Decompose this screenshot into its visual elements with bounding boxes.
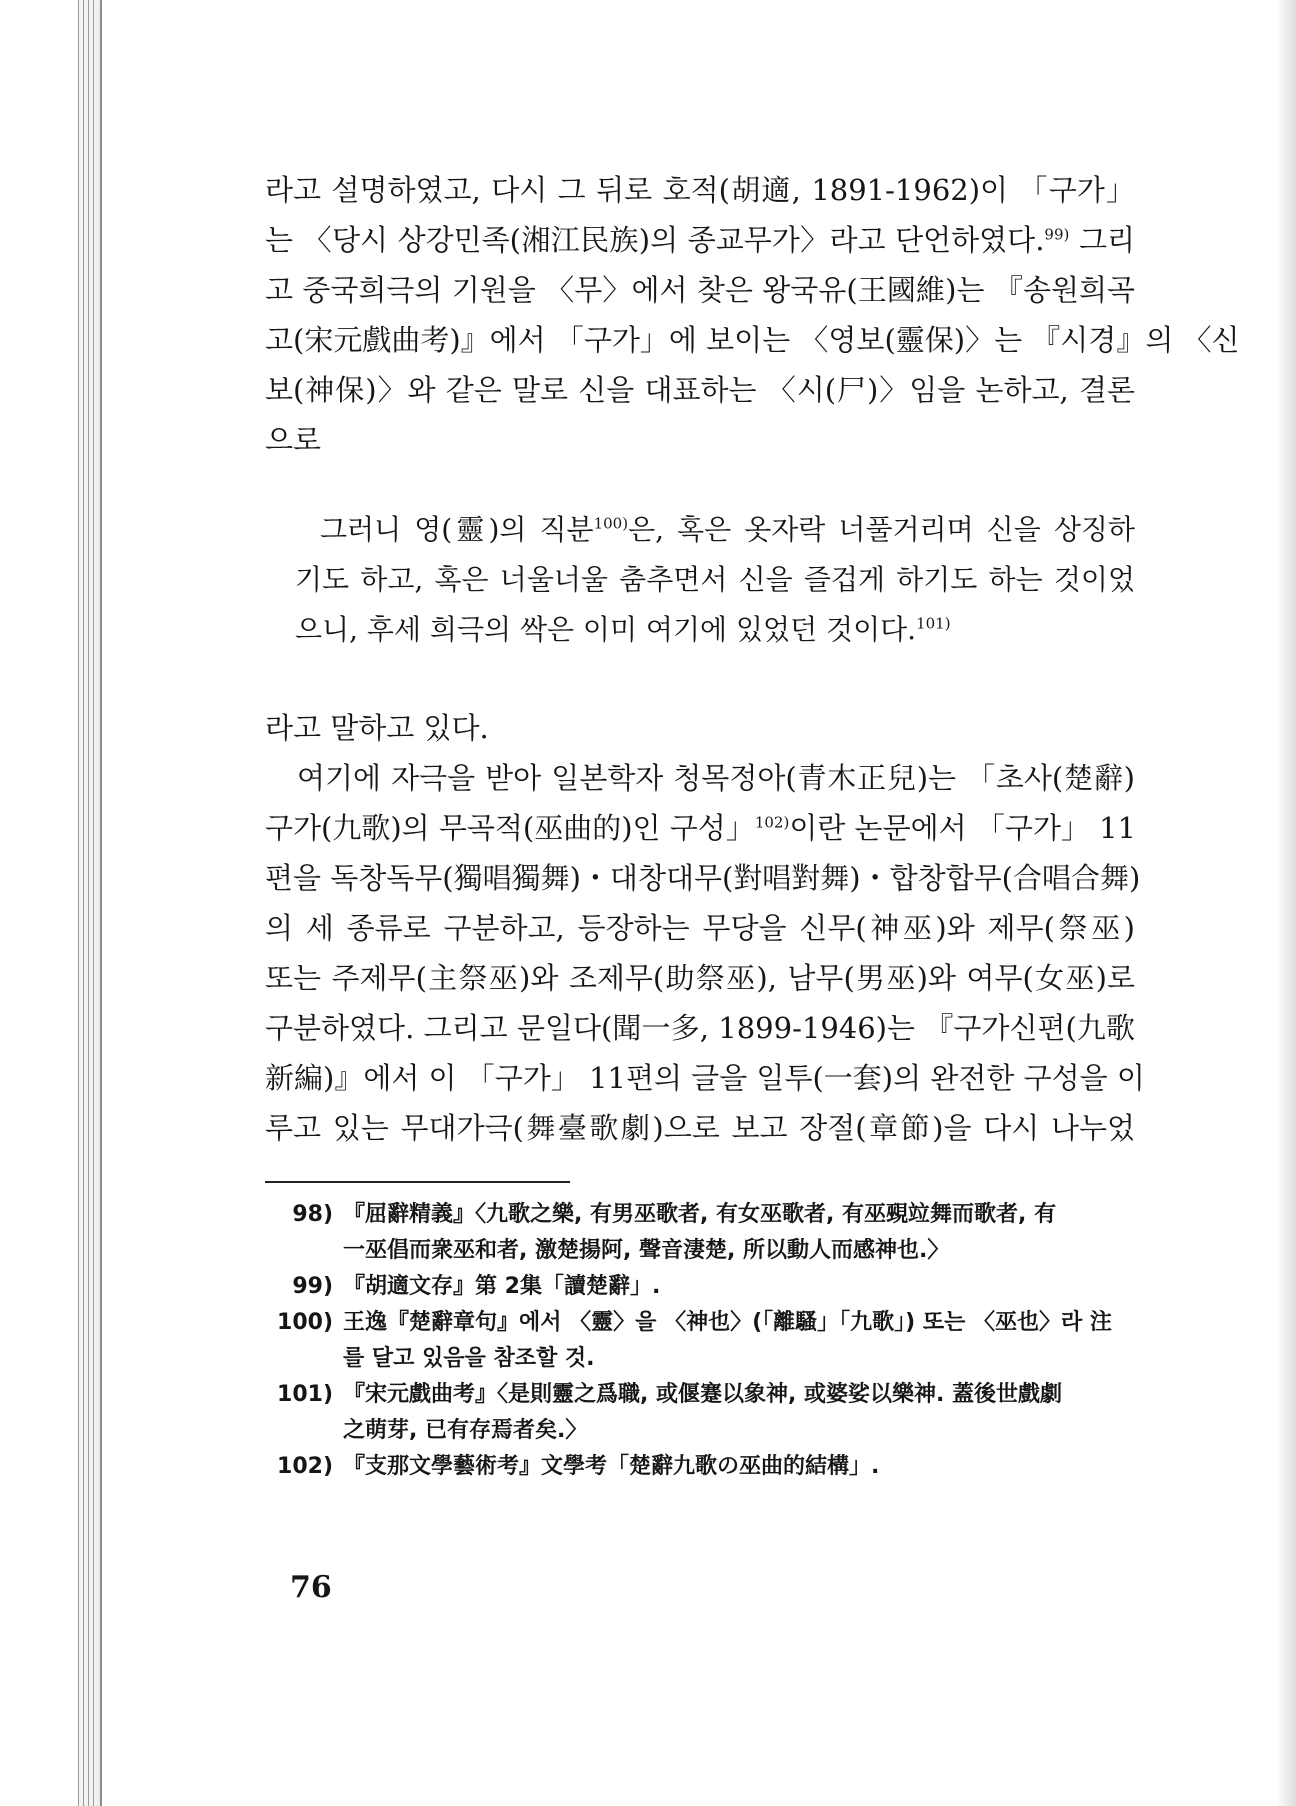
- footnote-number: 102): [277, 1454, 333, 1479]
- footnote-ref-101: 101): [916, 614, 951, 633]
- text-span: 이란 논문에서 「구가」 11: [789, 811, 1136, 845]
- spacer: [265, 655, 1135, 703]
- quote-line: [295, 505, 1135, 555]
- footnote-ref-102: 102): [754, 813, 790, 832]
- footnote-text: [343, 1269, 1135, 1305]
- footnote-divider: [265, 1181, 570, 1183]
- page-number: 76: [290, 1570, 332, 1605]
- paragraph-1: [265, 165, 1240, 465]
- text-line: 루고 있는 무대가극(舞臺歌劇)으로 보고 장절(章節)을 다시 나누었: [265, 1111, 1135, 1145]
- text-line: 고(宋元戲曲考)』에서 「구가」에 보이는 〈영보(靈保)〉는 『시경』의 〈신: [265, 323, 1240, 357]
- paragraph-2: 라고 말하고 있다.: [265, 711, 489, 745]
- footnote-text: [343, 1305, 1135, 1377]
- text-line: 편을 독창독무(獨唱獨舞)・대창대무(對唱對舞)・합창합무(合唱合舞): [265, 861, 1141, 895]
- quote-line: 기도 하고, 혹은 너울너울 춤추면서 신을 즐겁게 하기도 하는 것이었: [295, 563, 1135, 596]
- text-line: 또는 주제무(主祭巫)와 조제무(助祭巫), 남무(男巫)와 여무(女巫)로: [265, 961, 1135, 995]
- footnote-99: [265, 1269, 1135, 1305]
- paragraph-3: [265, 753, 1145, 1153]
- text-line: 라고 설명하였고, 다시 그 뒤로 호적(胡適, 1891-1962)이 「구가」: [265, 173, 1135, 207]
- text-line: 으로: [265, 423, 322, 457]
- footnote-line: 『屈辭精義』〈九歌之樂, 有男巫歌者, 有女巫歌者, 有巫覡竝舞而歌者, 有: [343, 1202, 1057, 1227]
- footnote-line: 『胡適文存』第 2集「讀楚辭」.: [343, 1274, 661, 1299]
- text-line: [265, 803, 1135, 853]
- text-span: 그리: [1069, 223, 1135, 257]
- footnote-line: 『支那文學藝術考』文學考「楚辭九歌の巫曲的結構」.: [343, 1454, 880, 1479]
- block-quote: [265, 505, 1135, 655]
- text-span: 으니, 후세 희극의 싹은 이미 여기에 있었던 것이다.: [295, 613, 917, 646]
- footnote-number: 101): [277, 1382, 333, 1407]
- text-span: 는 〈당시 상강민족(湘江民族)의 종교무가〉라고 단언하였다.: [265, 223, 1045, 257]
- footnote-number: 99): [292, 1274, 333, 1299]
- text-span: 은, 혹은 옷자락 너풀거리며 신을 상징하: [628, 513, 1135, 546]
- text-line: 보(神保)〉와 같은 말로 신을 대표하는 〈시(尸)〉임을 논하고, 결론: [265, 373, 1135, 407]
- footnote-101: [265, 1377, 1135, 1449]
- text-span: 그러니 영(靈)의 직분: [320, 513, 594, 546]
- text-line: [265, 215, 1135, 265]
- footnote-98: [265, 1197, 1135, 1269]
- text-line: 여기에 자극을 받아 일본학자 청목정아(青木正兒)는 「초사(楚辭): [297, 761, 1135, 795]
- footnote-line: 之萌芽, 已有存焉者矣.〉: [343, 1418, 588, 1443]
- footnote-number: 100): [277, 1310, 333, 1335]
- footnotes: [265, 1197, 1135, 1485]
- footnote-102: [265, 1449, 1135, 1485]
- text-line: 新編)』에서 이 「구가」 11편의 글을 일투(一套)의 완전한 구성을 이: [265, 1061, 1145, 1095]
- footnote-line: 『宋元戲曲考』〈是則靈之爲職, 或偃蹇以象神, 或婆娑以樂神. 蓋後世戲劇: [343, 1382, 1063, 1407]
- footnote-100: [265, 1305, 1135, 1377]
- footnote-text: [343, 1377, 1135, 1449]
- page-content: [265, 165, 1240, 1485]
- footnote-ref-99: 99): [1044, 225, 1070, 244]
- footnote-number: 98): [292, 1202, 333, 1227]
- footnote-line: 一巫倡而衆巫和者, 激楚揚阿, 聲音淒楚, 所以動人而感神也.〉: [343, 1238, 950, 1263]
- text-line: 고 중국희극의 기원을 〈무〉에서 찾은 왕국유(王國維)는 『송원희곡: [265, 273, 1135, 307]
- text-line: 의 세 종류로 구분하고, 등장하는 무당을 신무(神巫)와 제무(祭巫): [265, 911, 1135, 945]
- footnote-text: [343, 1449, 1135, 1485]
- footnote-line: 를 달고 있음을 참조할 것.: [343, 1346, 595, 1371]
- footnote-text: [343, 1197, 1135, 1269]
- footnote-line: 王逸『楚辭章句』에서 〈靈〉을 〈神也〉(「離騷」「九歌」) 또는 〈巫也〉라 注: [343, 1310, 1112, 1335]
- text-span: 구가(九歌)의 무곡적(巫曲的)인 구성」: [265, 811, 755, 845]
- text-line: 구분하였다. 그리고 문일다(聞一多, 1899-1946)는 『구가신편(九歌: [265, 1011, 1135, 1045]
- quote-line: [295, 605, 1135, 655]
- footnote-ref-100: 100): [593, 514, 629, 533]
